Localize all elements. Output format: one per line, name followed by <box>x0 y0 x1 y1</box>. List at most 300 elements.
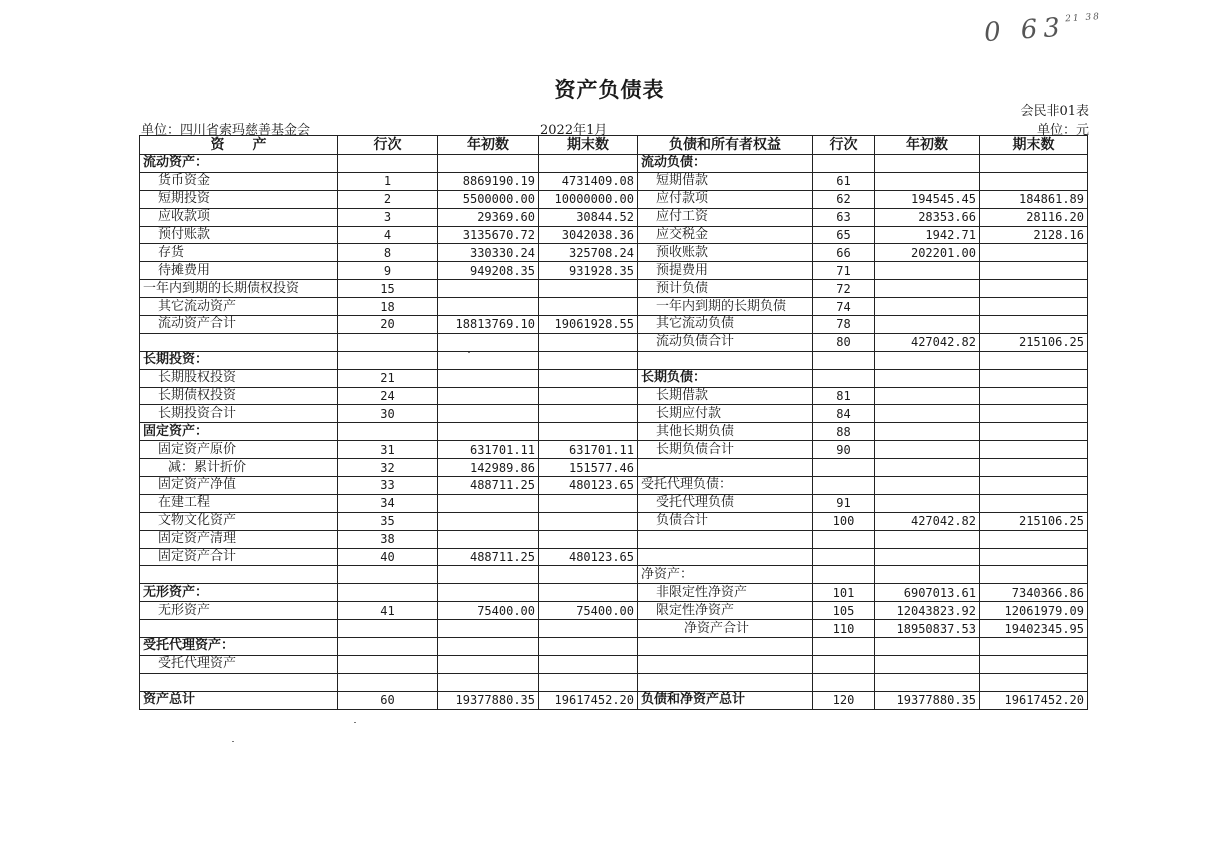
liability-line-no <box>813 638 875 656</box>
liability-label <box>638 459 813 477</box>
liability-end-value <box>980 673 1088 691</box>
liability-line-no: 66 <box>813 244 875 262</box>
asset-end-value <box>539 280 638 298</box>
scan-speck <box>354 722 356 723</box>
asset-line-no: 60 <box>338 691 438 709</box>
asset-line-no <box>338 584 438 602</box>
liability-end-value <box>980 280 1088 298</box>
asset-label: 受托代理资产 <box>140 655 338 673</box>
liability-label: 非限定性净资产 <box>638 584 813 602</box>
header-end-balance-right: 期末数 <box>980 136 1088 155</box>
table-header-row <box>140 136 1088 155</box>
asset-label: 长期投资： <box>140 351 338 369</box>
asset-line-no: 31 <box>338 441 438 459</box>
liability-line-no: 90 <box>813 441 875 459</box>
liability-label: 长期负债合计 <box>638 441 813 459</box>
liability-begin-value <box>875 262 980 280</box>
liability-label: 受托代理负债： <box>638 477 813 495</box>
liability-end-value: 12061979.09 <box>980 602 1088 620</box>
asset-begin-value: 8869190.19 <box>438 172 539 190</box>
table-row <box>140 387 1088 405</box>
table-row <box>140 459 1088 477</box>
liability-label: 预计负债 <box>638 280 813 298</box>
liability-label: 负债合计 <box>638 512 813 530</box>
form-code: 会民非01表 <box>1020 104 1089 119</box>
asset-begin-value <box>438 333 539 351</box>
page-title: 资产负债表 <box>554 78 665 102</box>
asset-line-no: 8 <box>338 244 438 262</box>
liability-line-no: 71 <box>813 262 875 280</box>
liability-end-value <box>980 298 1088 316</box>
table-row <box>140 584 1088 602</box>
asset-end-value: 4731409.08 <box>539 172 638 190</box>
liability-end-value <box>980 316 1088 334</box>
asset-line-no: 15 <box>338 280 438 298</box>
asset-begin-value: 488711.25 <box>438 477 539 495</box>
asset-end-value <box>539 530 638 548</box>
liability-begin-value <box>875 172 980 190</box>
liability-end-value: 19617452.20 <box>980 691 1088 709</box>
liability-end-value <box>980 423 1088 441</box>
asset-line-no: 38 <box>338 530 438 548</box>
liability-begin-value: 202201.00 <box>875 244 980 262</box>
asset-begin-value <box>438 530 539 548</box>
table-row <box>140 262 1088 280</box>
asset-label: 其它流动资产 <box>140 298 338 316</box>
asset-label: 预付账款 <box>140 226 338 244</box>
asset-begin-value: 488711.25 <box>438 548 539 566</box>
reporting-unit: 单位：四川省索玛慈善基金会 <box>141 123 311 138</box>
asset-label: 无形资产： <box>140 584 338 602</box>
liability-line-no: 91 <box>813 494 875 512</box>
liability-label <box>638 351 813 369</box>
asset-begin-value <box>438 620 539 638</box>
asset-line-no <box>338 333 438 351</box>
asset-begin-value <box>438 673 539 691</box>
asset-begin-value <box>438 512 539 530</box>
liability-begin-value <box>875 655 980 673</box>
liability-line-no <box>813 459 875 477</box>
asset-line-no <box>338 351 438 369</box>
table-row <box>140 244 1088 262</box>
liability-label <box>638 655 813 673</box>
liability-begin-value <box>875 155 980 173</box>
asset-begin-value <box>438 566 539 584</box>
asset-label: 流动资产合计 <box>140 316 338 334</box>
asset-line-no <box>338 673 438 691</box>
asset-label: 流动资产： <box>140 155 338 173</box>
header-end-balance: 期末数 <box>539 136 638 155</box>
liability-begin-value: 12043823.92 <box>875 602 980 620</box>
liability-label <box>638 548 813 566</box>
liability-begin-value <box>875 638 980 656</box>
asset-line-no: 30 <box>338 405 438 423</box>
liability-line-no: 120 <box>813 691 875 709</box>
asset-line-no: 20 <box>338 316 438 334</box>
table-row <box>140 548 1088 566</box>
liability-end-value <box>980 566 1088 584</box>
liability-begin-value <box>875 351 980 369</box>
liability-line-no <box>813 548 875 566</box>
asset-end-value <box>539 494 638 512</box>
asset-label: 存货 <box>140 244 338 262</box>
asset-line-no: 18 <box>338 298 438 316</box>
liability-end-value <box>980 244 1088 262</box>
asset-begin-value <box>438 405 539 423</box>
asset-begin-value: 142989.86 <box>438 459 539 477</box>
asset-begin-value: 631701.11 <box>438 441 539 459</box>
asset-label: 受托代理资产： <box>140 638 338 656</box>
asset-end-value <box>539 405 638 423</box>
asset-end-value <box>539 638 638 656</box>
liability-line-no: 61 <box>813 172 875 190</box>
asset-begin-value: 75400.00 <box>438 602 539 620</box>
asset-label: 无形资产 <box>140 602 338 620</box>
liability-line-no: 101 <box>813 584 875 602</box>
table-row <box>140 333 1088 351</box>
asset-line-no: 2 <box>338 190 438 208</box>
liability-label: 短期借款 <box>638 172 813 190</box>
asset-end-value <box>539 584 638 602</box>
liability-begin-value <box>875 405 980 423</box>
table-row <box>140 155 1088 173</box>
liability-end-value <box>980 459 1088 477</box>
liability-line-no: 84 <box>813 405 875 423</box>
asset-line-no: 32 <box>338 459 438 477</box>
asset-end-value <box>539 512 638 530</box>
table-row <box>140 566 1088 584</box>
table-row <box>140 405 1088 423</box>
liability-label: 限定性净资产 <box>638 602 813 620</box>
liability-line-no: 63 <box>813 208 875 226</box>
table-row <box>140 190 1088 208</box>
liability-begin-value <box>875 387 980 405</box>
liability-end-value: 215106.25 <box>980 512 1088 530</box>
table-row <box>140 351 1088 369</box>
liability-begin-value <box>875 459 980 477</box>
header-line-no-right: 行次 <box>813 136 875 155</box>
asset-begin-value: 18813769.10 <box>438 316 539 334</box>
liability-label: 其它流动负债 <box>638 316 813 334</box>
liability-line-no <box>813 530 875 548</box>
liability-end-value: 215106.25 <box>980 333 1088 351</box>
table-row <box>140 208 1088 226</box>
asset-label: 一年内到期的长期债权投资 <box>140 280 338 298</box>
table-body <box>140 155 1088 710</box>
asset-label: 固定资产原价 <box>140 441 338 459</box>
liability-begin-value <box>875 316 980 334</box>
asset-begin-value <box>438 387 539 405</box>
asset-end-value: 631701.11 <box>539 441 638 459</box>
asset-label: 长期投资合计 <box>140 405 338 423</box>
liability-end-value: 28116.20 <box>980 208 1088 226</box>
header-line-no: 行次 <box>338 136 438 155</box>
asset-line-no: 40 <box>338 548 438 566</box>
table-row <box>140 423 1088 441</box>
liability-line-no: 80 <box>813 333 875 351</box>
table-row <box>140 441 1088 459</box>
liability-end-value <box>980 638 1088 656</box>
asset-begin-value: 3135670.72 <box>438 226 539 244</box>
asset-end-value: 19617452.20 <box>539 691 638 709</box>
asset-begin-value: 949208.35 <box>438 262 539 280</box>
liability-end-value <box>980 155 1088 173</box>
asset-label: 固定资产清理 <box>140 530 338 548</box>
handwritten-small-number: 21 38 <box>1064 11 1102 25</box>
table-row <box>140 602 1088 620</box>
liability-end-value: 184861.89 <box>980 190 1088 208</box>
asset-label: 减：累计折价 <box>140 459 338 477</box>
liability-end-value <box>980 548 1088 566</box>
scan-speck <box>468 352 470 353</box>
liability-begin-value: 427042.82 <box>875 333 980 351</box>
asset-label: 应收款项 <box>140 208 338 226</box>
asset-begin-value: 330330.24 <box>438 244 539 262</box>
asset-end-value <box>539 655 638 673</box>
liability-label <box>638 530 813 548</box>
asset-line-no <box>338 655 438 673</box>
liability-end-value <box>980 351 1088 369</box>
liability-begin-value <box>875 369 980 387</box>
asset-begin-value <box>438 155 539 173</box>
liability-line-no <box>813 351 875 369</box>
currency-unit: 单位：元 <box>1036 123 1089 138</box>
liability-line-no: 100 <box>813 512 875 530</box>
asset-line-no: 4 <box>338 226 438 244</box>
scan-speck <box>232 741 234 742</box>
table-row <box>140 512 1088 530</box>
liability-label: 长期借款 <box>638 387 813 405</box>
asset-label <box>140 673 338 691</box>
asset-label: 在建工程 <box>140 494 338 512</box>
liability-line-no <box>813 369 875 387</box>
asset-label <box>140 333 338 351</box>
liability-end-value <box>980 387 1088 405</box>
table-row <box>140 172 1088 190</box>
asset-end-value <box>539 155 638 173</box>
asset-end-value <box>539 566 638 584</box>
asset-line-no <box>338 566 438 584</box>
asset-label: 短期投资 <box>140 190 338 208</box>
reporting-period: 2022年1月 <box>540 123 608 138</box>
asset-end-value <box>539 351 638 369</box>
liability-line-no: 78 <box>813 316 875 334</box>
handwritten-page-mark <box>983 10 1102 48</box>
asset-label: 固定资产： <box>140 423 338 441</box>
liability-label: 预提费用 <box>638 262 813 280</box>
asset-begin-value: 5500000.00 <box>438 190 539 208</box>
asset-end-value: 480123.65 <box>539 477 638 495</box>
asset-label: 固定资产净值 <box>140 477 338 495</box>
liability-begin-value: 1942.71 <box>875 226 980 244</box>
table-row <box>140 298 1088 316</box>
liability-label: 一年内到期的长期负债 <box>638 298 813 316</box>
asset-end-value <box>539 673 638 691</box>
liability-line-no: 105 <box>813 602 875 620</box>
liability-label: 净资产合计 <box>638 620 813 638</box>
header-assets: 资 产 <box>140 136 338 155</box>
liability-end-value <box>980 477 1088 495</box>
liability-label: 预收账款 <box>638 244 813 262</box>
asset-line-no: 24 <box>338 387 438 405</box>
liability-line-no <box>813 477 875 495</box>
asset-line-no <box>338 423 438 441</box>
asset-end-value <box>539 298 638 316</box>
liability-label: 应交税金 <box>638 226 813 244</box>
liability-line-no: 88 <box>813 423 875 441</box>
handwritten-number: 0 63 <box>983 12 1067 49</box>
asset-end-value: 325708.24 <box>539 244 638 262</box>
asset-begin-value <box>438 655 539 673</box>
asset-begin-value <box>438 494 539 512</box>
liability-end-value <box>980 405 1088 423</box>
liability-line-no: 72 <box>813 280 875 298</box>
asset-begin-value: 19377880.35 <box>438 691 539 709</box>
asset-label: 长期股权投资 <box>140 369 338 387</box>
asset-line-no: 9 <box>338 262 438 280</box>
liability-begin-value <box>875 673 980 691</box>
asset-begin-value <box>438 638 539 656</box>
liability-begin-value <box>875 566 980 584</box>
asset-begin-value <box>438 423 539 441</box>
asset-end-value: 3042038.36 <box>539 226 638 244</box>
liability-begin-value: 19377880.35 <box>875 691 980 709</box>
liability-line-no <box>813 673 875 691</box>
liability-line-no <box>813 655 875 673</box>
header-liabilities-equity: 负债和所有者权益 <box>638 136 813 155</box>
liability-begin-value <box>875 280 980 298</box>
liability-label: 应付款项 <box>638 190 813 208</box>
liability-end-value <box>980 262 1088 280</box>
liability-end-value: 19402345.95 <box>980 620 1088 638</box>
liability-begin-value <box>875 441 980 459</box>
asset-end-value: 10000000.00 <box>539 190 638 208</box>
liability-line-no: 81 <box>813 387 875 405</box>
asset-label: 固定资产合计 <box>140 548 338 566</box>
liability-begin-value <box>875 477 980 495</box>
table-row <box>140 369 1088 387</box>
liability-end-value <box>980 530 1088 548</box>
asset-line-no: 1 <box>338 172 438 190</box>
table-row <box>140 673 1088 691</box>
table-row <box>140 280 1088 298</box>
table-row <box>140 477 1088 495</box>
liability-begin-value: 427042.82 <box>875 512 980 530</box>
liability-begin-value <box>875 298 980 316</box>
liability-begin-value: 6907013.61 <box>875 584 980 602</box>
asset-label: 待摊费用 <box>140 262 338 280</box>
asset-line-no: 34 <box>338 494 438 512</box>
liability-line-no: 65 <box>813 226 875 244</box>
liability-end-value <box>980 441 1088 459</box>
asset-line-no: 35 <box>338 512 438 530</box>
asset-begin-value: 29369.60 <box>438 208 539 226</box>
header-begin-balance-right: 年初数 <box>875 136 980 155</box>
liability-line-no: 110 <box>813 620 875 638</box>
asset-begin-value <box>438 298 539 316</box>
table-row <box>140 638 1088 656</box>
liability-begin-value: 28353.66 <box>875 208 980 226</box>
balance-sheet-table <box>139 135 1088 710</box>
liability-line-no <box>813 155 875 173</box>
asset-label <box>140 566 338 584</box>
asset-end-value: 480123.65 <box>539 548 638 566</box>
asset-end-value <box>539 369 638 387</box>
table-row <box>140 620 1088 638</box>
liability-label: 受托代理负债 <box>638 494 813 512</box>
liability-label: 流动负债合计 <box>638 333 813 351</box>
asset-begin-value <box>438 584 539 602</box>
asset-end-value: 19061928.55 <box>539 316 638 334</box>
liability-begin-value: 18950837.53 <box>875 620 980 638</box>
asset-end-value <box>539 387 638 405</box>
asset-end-value <box>539 620 638 638</box>
liability-end-value: 7340366.86 <box>980 584 1088 602</box>
asset-label: 文物文化资产 <box>140 512 338 530</box>
asset-line-no: 33 <box>338 477 438 495</box>
liability-end-value <box>980 172 1088 190</box>
liability-label: 净资产： <box>638 566 813 584</box>
liability-line-no: 74 <box>813 298 875 316</box>
liability-line-no <box>813 566 875 584</box>
asset-line-no <box>338 620 438 638</box>
asset-begin-value <box>438 369 539 387</box>
liability-label: 长期应付款 <box>638 405 813 423</box>
liability-end-value <box>980 494 1088 512</box>
liability-begin-value <box>875 423 980 441</box>
asset-line-no: 3 <box>338 208 438 226</box>
table-row <box>140 316 1088 334</box>
asset-label <box>140 620 338 638</box>
liability-label: 其他长期负债 <box>638 423 813 441</box>
asset-end-value: 75400.00 <box>539 602 638 620</box>
asset-line-no: 21 <box>338 369 438 387</box>
liability-begin-value: 194545.45 <box>875 190 980 208</box>
asset-line-no: 41 <box>338 602 438 620</box>
liability-begin-value <box>875 530 980 548</box>
asset-begin-value <box>438 351 539 369</box>
liability-label: 应付工资 <box>638 208 813 226</box>
table-row <box>140 226 1088 244</box>
asset-label: 资产总计 <box>140 691 338 709</box>
asset-line-no <box>338 155 438 173</box>
liability-begin-value <box>875 548 980 566</box>
liability-line-no: 62 <box>813 190 875 208</box>
table-row <box>140 655 1088 673</box>
asset-end-value: 931928.35 <box>539 262 638 280</box>
liability-end-value <box>980 369 1088 387</box>
liability-label: 负债和净资产总计 <box>638 691 813 709</box>
table-row <box>140 530 1088 548</box>
table-row <box>140 494 1088 512</box>
liability-end-value <box>980 655 1088 673</box>
liability-label: 流动负债： <box>638 155 813 173</box>
liability-end-value: 2128.16 <box>980 226 1088 244</box>
liability-begin-value <box>875 494 980 512</box>
asset-label: 长期债权投资 <box>140 387 338 405</box>
asset-label: 货币资金 <box>140 172 338 190</box>
liability-label <box>638 673 813 691</box>
asset-begin-value <box>438 280 539 298</box>
asset-end-value <box>539 333 638 351</box>
liability-label <box>638 638 813 656</box>
liability-label: 长期负债： <box>638 369 813 387</box>
header-begin-balance: 年初数 <box>438 136 539 155</box>
asset-end-value: 151577.46 <box>539 459 638 477</box>
asset-end-value: 30844.52 <box>539 208 638 226</box>
table-row <box>140 691 1088 709</box>
asset-line-no <box>338 638 438 656</box>
